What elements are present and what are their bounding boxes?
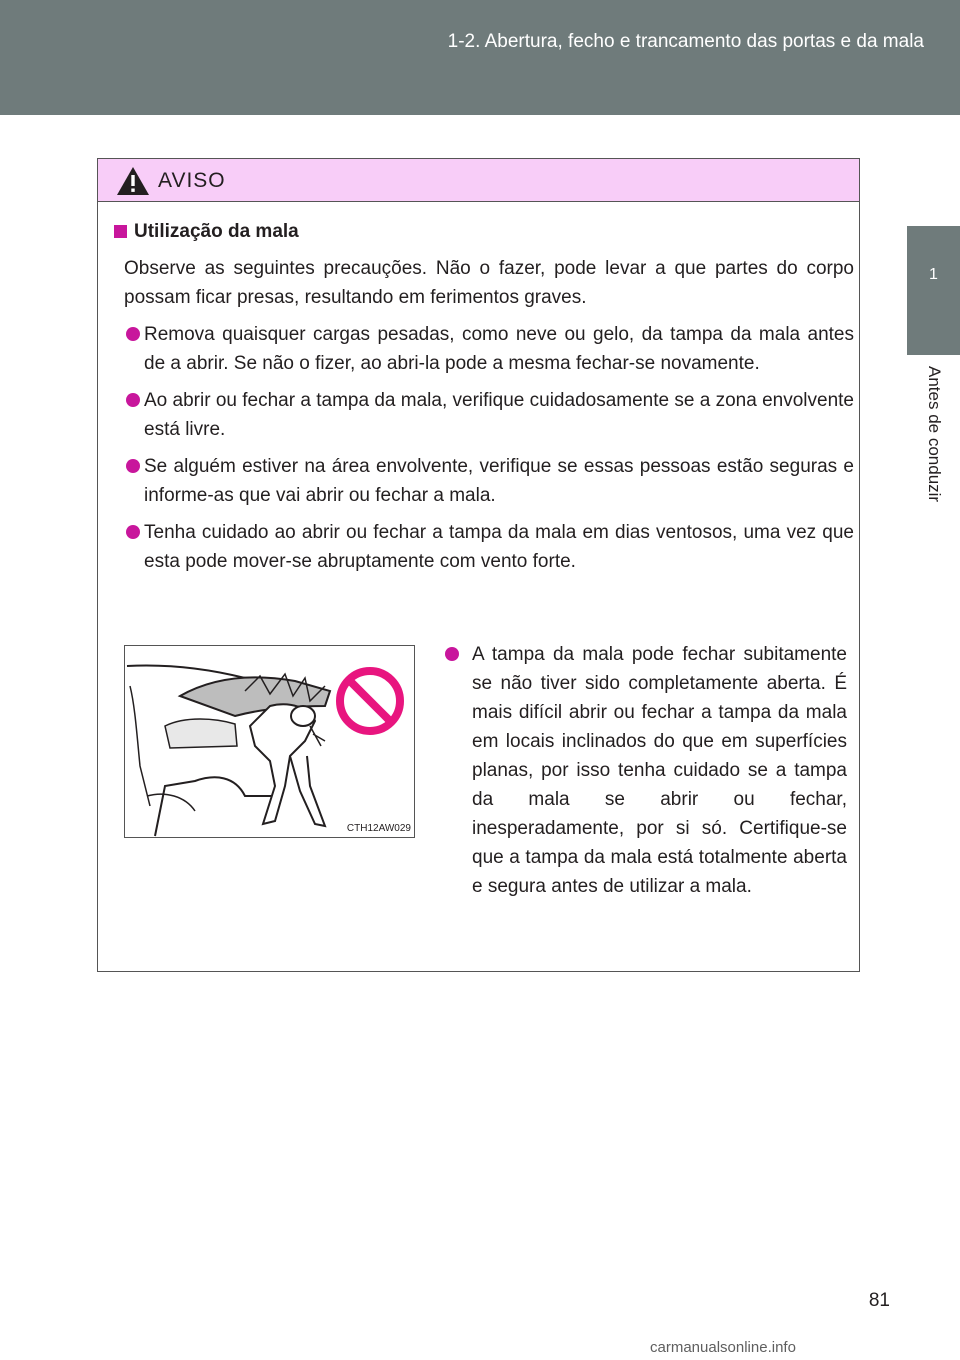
chapter-title: 1-2. Abertura, fecho e trancamento das portas e da mala	[447, 31, 924, 52]
trunk-lid-illustration	[124, 645, 415, 838]
car-trunk-person-icon	[125, 646, 414, 837]
precaution-list	[114, 320, 854, 576]
warning-header	[98, 159, 859, 202]
list-item: Se alguém estiver na área envolvente, verifique se essas pessoas estão seguras e informe-as que vai abrir ou fechar a mala.	[114, 452, 854, 510]
watermark: carmanualsonline.info	[650, 1339, 796, 1356]
bullet-dot-icon	[126, 525, 140, 539]
intro-text: Observe as seguintes precauções. Não o fazer, pode levar a que partes do corpo possam ficar presas, resultando em ferimentos graves.	[124, 258, 854, 308]
chapter-label: Antes de conduzir	[925, 366, 944, 503]
bullet-dot-icon	[126, 327, 140, 341]
bullet-dot-icon	[445, 647, 459, 661]
square-bullet-icon	[114, 225, 127, 238]
list-item: Ao abrir ou fechar a tampa da mala, verifique cuidadosamente se a zona envolvente está livre.	[114, 386, 854, 444]
warning-triangle-icon	[116, 166, 150, 196]
bullet-dot-icon	[126, 393, 140, 407]
list-item: Tenha cuidado ao abrir ou fechar a tampa da mala em dias ventosos, uma vez que esta pode mover-se abruptamente com vento forte.	[114, 518, 854, 576]
side-note: A tampa da mala pode fechar subitamente se não tiver sido completamente aberta. É mais difícil abrir ou fechar a tampa da mala em locais inclinados do que em superfícies planas, por isso tenha cuidado se a tampa da mala se abrir ou fechar, inesperadamente, por si só. Certifique-se que a tampa da mala está totalmente aberta e segura antes de utilizar a mala.	[442, 640, 847, 901]
list-item: Remova quaisquer cargas pesadas, como neve ou gelo, da tampa da mala antes de a abrir. Se não o fizer, ao abri-la pode a mesma fechar-se novamente.	[114, 320, 854, 378]
page-number: 81	[868, 1290, 890, 1311]
warning-title: AVISO	[158, 169, 226, 192]
section-title: Utilização da mala	[134, 221, 299, 242]
section-heading	[114, 217, 854, 246]
warning-content	[114, 217, 854, 584]
chapter-tab	[907, 226, 960, 355]
page-header	[0, 0, 960, 115]
illustration-code: CTH12AW029	[346, 823, 411, 834]
bullet-dot-icon	[126, 459, 140, 473]
chapter-number: 1	[929, 266, 938, 283]
